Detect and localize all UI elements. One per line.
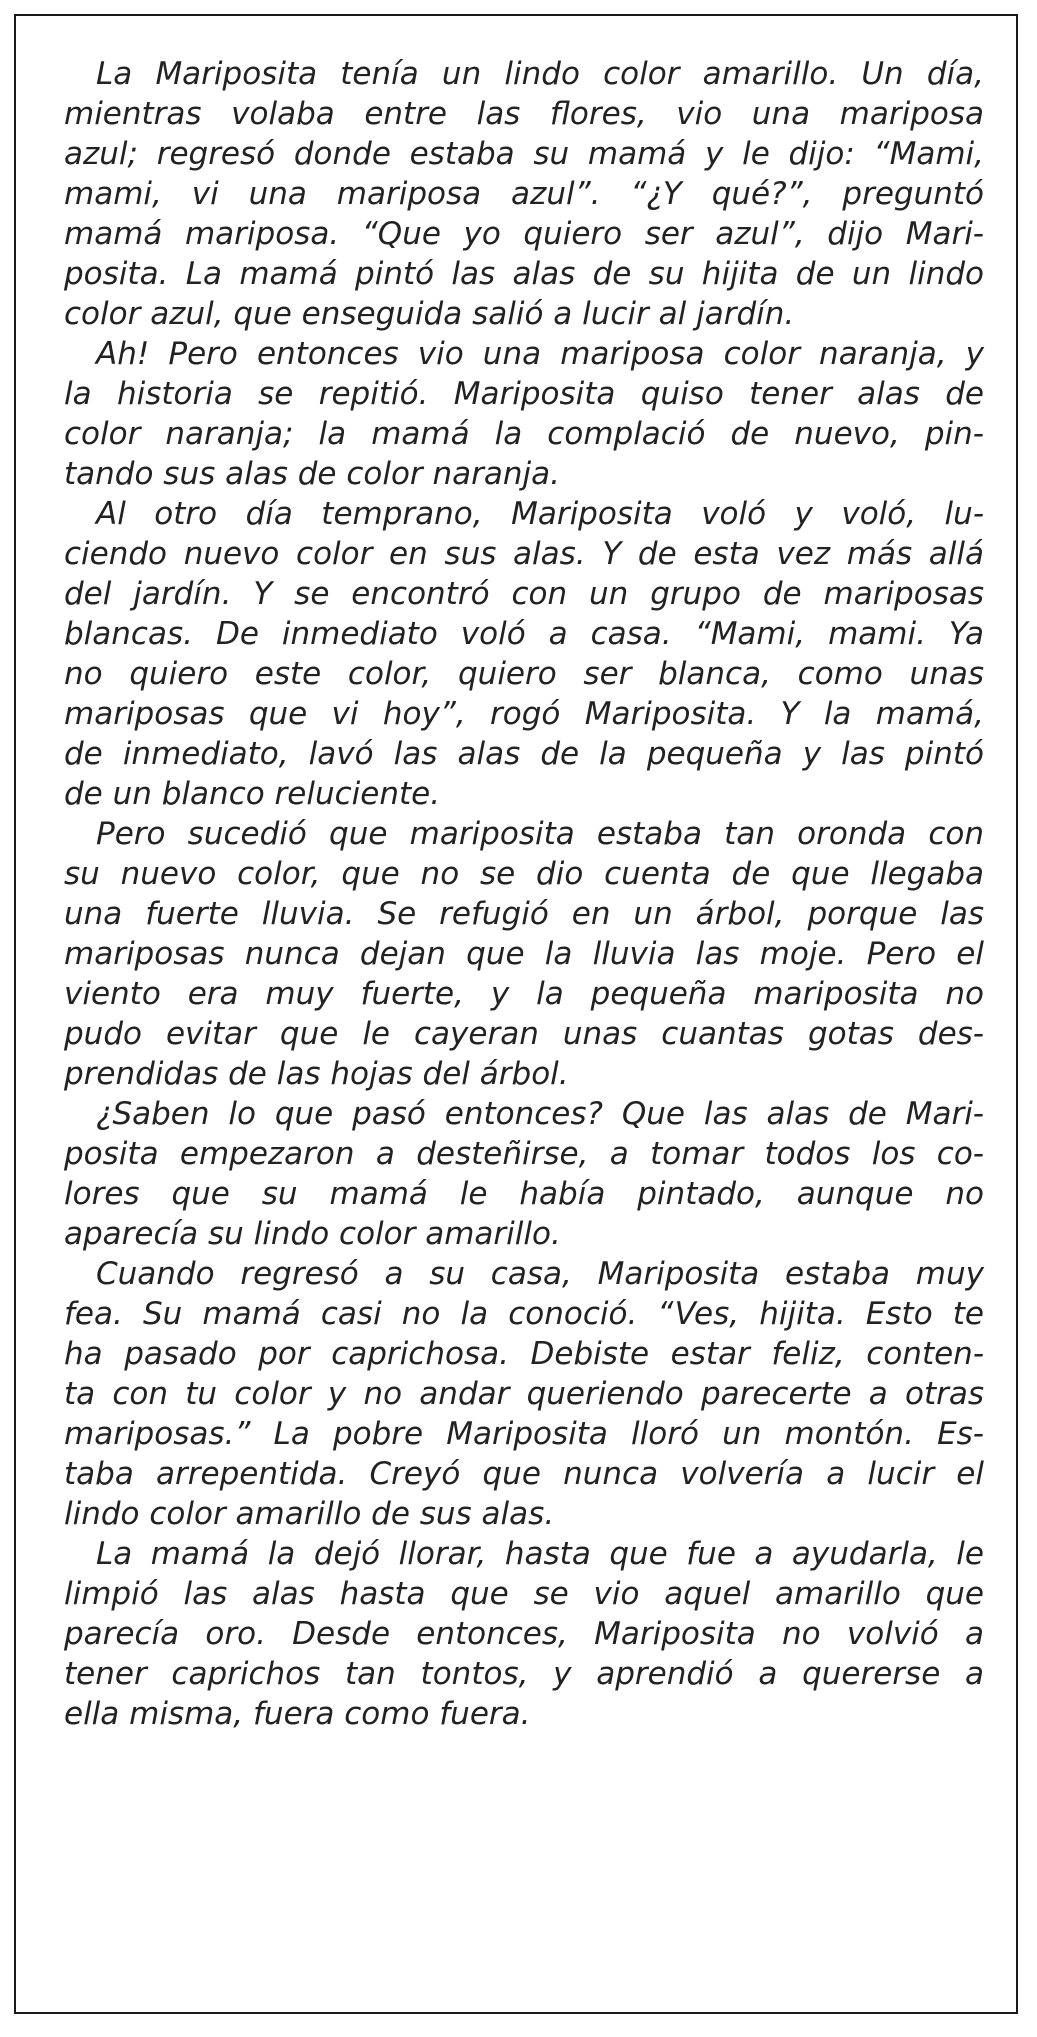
text-line: tener caprichos tan tontos, y aprendió a quererse a [64, 1656, 984, 1692]
story-text [64, 54, 984, 1734]
story-frame [14, 14, 1018, 2014]
text-line: prendidas de las hojas del árbol. [64, 1056, 569, 1092]
text-line: Pero sucedió que mariposita estaba tan oronda con [96, 816, 984, 852]
text-line: mariposas nunca dejan que la lluvia las moje. Pero el [64, 936, 984, 972]
text-line: color azul, que enseguida salió a lucir al jardín. [64, 296, 795, 332]
text-line: ha pasado por caprichosa. Debiste estar feliz, conten- [64, 1336, 984, 1372]
text-line: Cuando regresó a su casa, Mariposita estaba muy [96, 1256, 984, 1292]
paragraph-5 [64, 1094, 984, 1254]
text-line: mariposas.” La pobre Mariposita lloró un montón. Es- [64, 1416, 984, 1452]
text-line: fea. Su mamá casi no la conoció. “Ves, hijita. Esto te [64, 1296, 984, 1332]
text-line: ella misma, fuera como fuera. [64, 1696, 531, 1732]
paragraph-6 [64, 1254, 984, 1534]
text-line: lindo color amarillo de sus alas. [64, 1496, 555, 1532]
text-line: viento era muy fuerte, y la pequeña mariposita no [64, 976, 984, 1012]
text-line: mami, vi una mariposa azul”. “¿Y qué?”, preguntó [64, 176, 984, 212]
text-line: pudo evitar que le cayeran unas cuantas gotas des- [64, 1016, 984, 1052]
text-line: mariposas que vi hoy”, rogó Mariposita. Y la mamá, [64, 696, 984, 732]
text-line: su nuevo color, que no se dio cuenta de que llegaba [64, 856, 984, 892]
text-line: de un blanco reluciente. [64, 776, 441, 812]
text-line: taba arrepentida. Creyó que nunca volvería a lucir el [64, 1456, 984, 1492]
text-line: blancas. De inmediato voló a casa. “Mami, mami. Ya [64, 616, 984, 652]
text-line: La Mariposita tenía un lindo color amarillo. Un día, [96, 56, 984, 92]
text-line: una fuerte lluvia. Se refugió en un árbol, porque las [64, 896, 984, 932]
text-line: lores que su mamá le había pintado, aunque no [64, 1176, 984, 1212]
text-line: azul; regresó donde estaba su mamá y le dijo: “Mami, [64, 136, 984, 172]
text-line: no quiero este color, quiero ser blanca, como unas [64, 656, 984, 692]
text-line: tando sus alas de color naranja. [64, 456, 560, 492]
text-line: ta con tu color y no andar queriendo parecerte a otras [64, 1376, 984, 1412]
text-line: de inmediato, lavó las alas de la pequeña y las pintó [64, 736, 984, 772]
text-line: color naranja; la mamá la complació de nuevo, pin- [64, 416, 984, 452]
text-line: ciendo nuevo color en sus alas. Y de esta vez más allá [64, 536, 984, 572]
text-line: aparecía su lindo color amarillo. [64, 1216, 561, 1252]
paragraph-1 [64, 54, 984, 334]
text-line: posita. La mamá pintó las alas de su hijita de un lindo [64, 256, 984, 292]
text-line: parecía oro. Desde entonces, Mariposita no volvió a [64, 1616, 984, 1652]
text-line: mamá mariposa. “Que yo quiero ser azul”, dijo Mari- [64, 216, 984, 252]
paragraph-7 [64, 1534, 984, 1734]
text-line: del jardín. Y se encontró con un grupo de mariposas [64, 576, 984, 612]
text-line: ¿Saben lo que pasó entonces? Que las alas de Mari- [96, 1096, 984, 1132]
text-line: limpió las alas hasta que se vio aquel amarillo que [64, 1576, 984, 1612]
text-line: mientras volaba entre las flores, vio una mariposa [64, 96, 984, 132]
paragraph-4 [64, 814, 984, 1094]
paragraph-3 [64, 494, 984, 814]
text-line: la historia se repitió. Mariposita quiso tener alas de [64, 376, 984, 412]
text-line: La mamá la dejó llorar, hasta que fue a ayudarla, le [96, 1536, 984, 1572]
paragraph-2 [64, 334, 984, 494]
text-line: posita empezaron a desteñirse, a tomar todos los co- [64, 1136, 984, 1172]
text-line: Al otro día temprano, Mariposita voló y voló, lu- [96, 496, 984, 532]
text-line: Ah! Pero entonces vio una mariposa color naranja, y [96, 336, 984, 372]
